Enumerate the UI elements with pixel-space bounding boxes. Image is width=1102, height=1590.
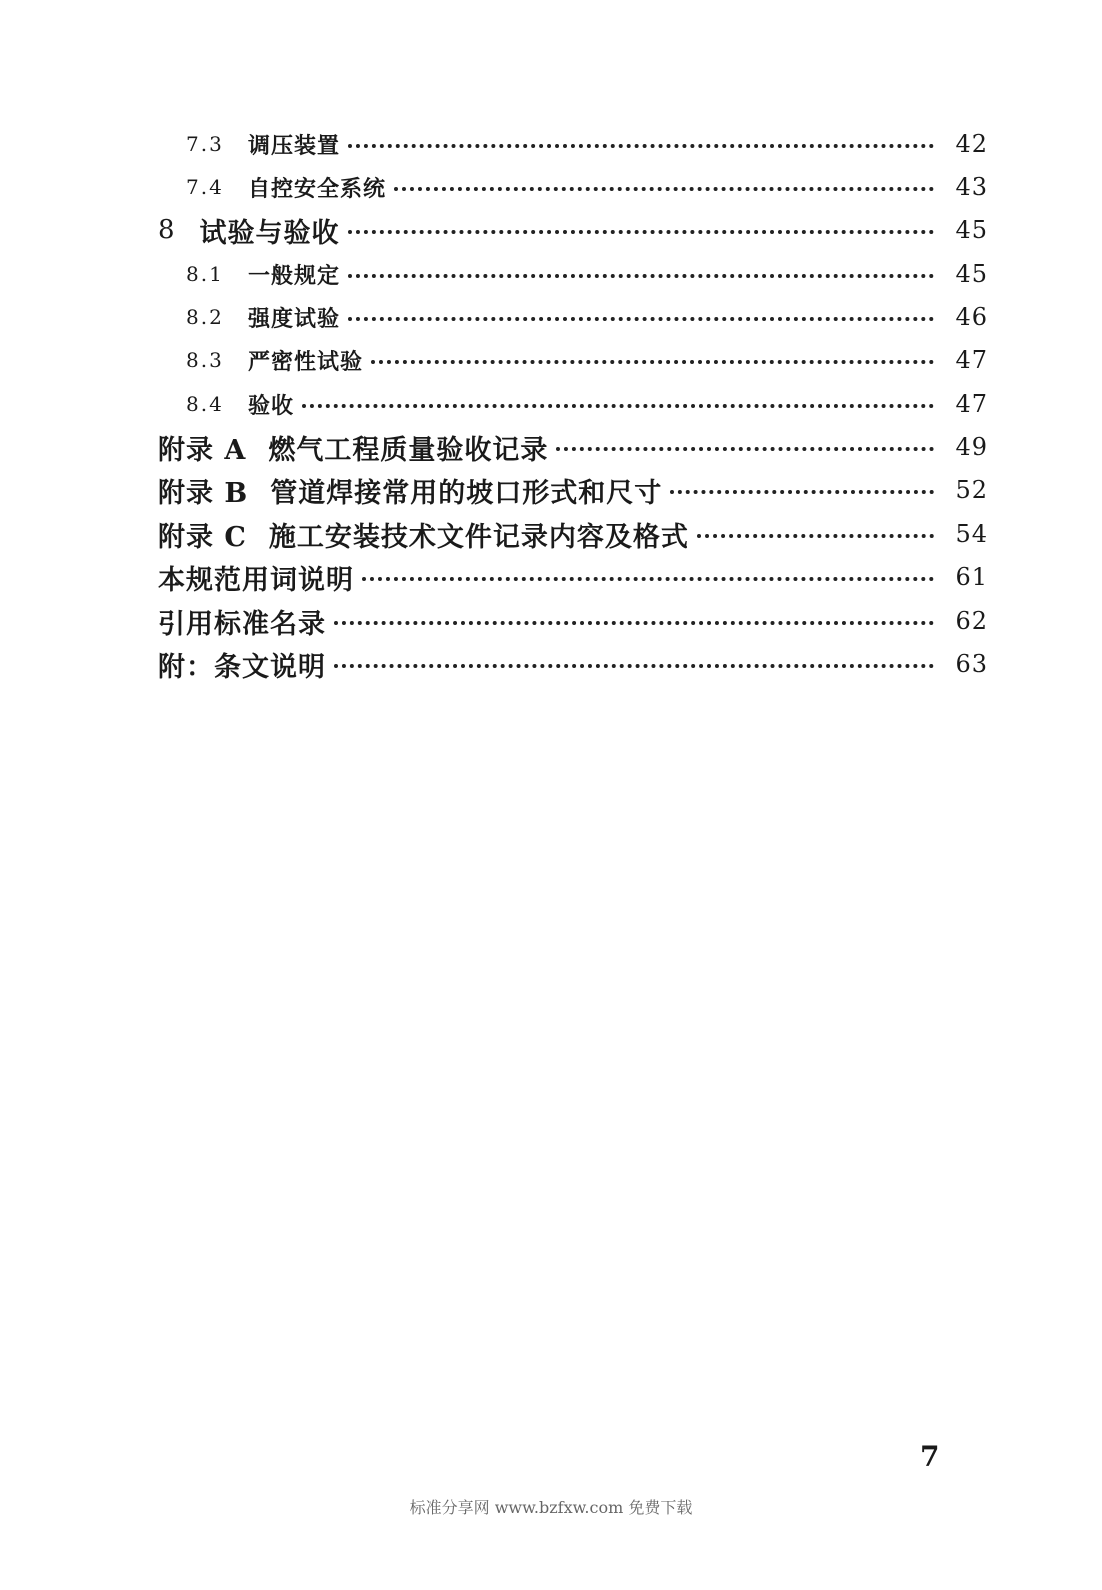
dot-leader <box>334 621 934 625</box>
toc-entry-number: 附录 C <box>158 521 247 553</box>
toc-entry-title: 管道焊接常用的坡口形式和尺寸 <box>270 477 663 509</box>
toc-entry-commentary[interactable] <box>158 644 988 684</box>
toc-entry-page: 61 <box>955 563 988 591</box>
toc-entry-terms[interactable] <box>158 557 988 597</box>
toc-entry-appendix-a[interactable] <box>158 427 988 467</box>
toc-entry-number: 8.2 <box>186 305 224 329</box>
dot-leader <box>348 317 934 321</box>
toc-entry-title: 一般规定 <box>248 262 341 289</box>
dot-leader <box>697 534 934 538</box>
toc-entry-title: 燃气工程质量验收记录 <box>268 434 549 466</box>
toc-entry-8-1[interactable] <box>186 254 988 294</box>
toc-entry-8-2[interactable] <box>186 297 988 337</box>
toc-entry-title: 严密性试验 <box>248 348 364 375</box>
toc-entry-number: 8 <box>158 215 176 245</box>
dot-leader <box>362 577 934 581</box>
toc-entry-7-4[interactable] <box>186 167 988 207</box>
toc-entry-title: 本规范用词说明 <box>158 564 354 596</box>
toc-entry-title: 附：条文说明 <box>158 651 326 683</box>
toc-entry-title: 施工安装技术文件记录内容及格式 <box>268 521 689 553</box>
toc-entry-title: 引用标准名录 <box>158 608 326 640</box>
toc-entry-number: 8.3 <box>186 348 224 372</box>
dot-leader <box>348 144 934 148</box>
toc-entry-page: 45 <box>955 260 988 288</box>
footer-watermark: 标准分享网 www.bzfxw.com 免费下载 <box>409 1498 693 1517</box>
toc-entry-title: 调压装置 <box>248 132 341 159</box>
toc-entry-page: 47 <box>955 346 988 374</box>
dot-leader <box>302 404 934 408</box>
toc-entry-title: 试验与验收 <box>199 217 340 249</box>
toc-entry-appendix-c[interactable] <box>158 514 988 554</box>
toc-entry-8-3[interactable] <box>186 340 988 380</box>
toc-entry-page: 43 <box>955 173 988 201</box>
toc-entry-7-3[interactable] <box>186 124 988 164</box>
dot-leader <box>348 274 934 278</box>
toc-entry-number: 7.3 <box>186 132 224 156</box>
dot-leader <box>556 447 934 451</box>
page-number: 7 <box>920 1440 940 1473</box>
toc-entry-page: 45 <box>955 216 988 244</box>
dot-leader <box>334 664 934 668</box>
toc-entry-page: 49 <box>955 433 988 461</box>
toc-entry-number: 附录 A <box>158 434 247 466</box>
toc-entry-page: 52 <box>955 476 988 504</box>
dot-leader <box>371 360 934 364</box>
toc-entry-8-4[interactable] <box>186 384 988 424</box>
toc-entry-8[interactable] <box>158 210 988 250</box>
dot-leader <box>348 230 934 234</box>
toc-entry-page: 47 <box>955 390 988 418</box>
toc-entry-page: 42 <box>955 130 988 158</box>
toc-entry-number: 8.4 <box>186 392 224 416</box>
toc-entry-page: 46 <box>955 303 988 331</box>
toc-entry-references[interactable] <box>158 601 988 641</box>
toc-entry-number: 7.4 <box>186 175 224 199</box>
dot-leader <box>670 490 934 494</box>
toc-entry-appendix-b[interactable] <box>158 470 988 510</box>
toc-entry-number: 附录 B <box>158 477 249 509</box>
toc-entry-page: 62 <box>955 607 988 635</box>
toc-entry-page: 63 <box>955 650 988 678</box>
dot-leader <box>394 187 934 191</box>
toc-entry-title: 强度试验 <box>248 305 341 332</box>
toc-entry-page: 54 <box>955 520 988 548</box>
toc-entry-title: 验收 <box>248 392 295 419</box>
toc-entry-title: 自控安全系统 <box>248 175 387 202</box>
toc-entry-number: 8.1 <box>186 262 224 286</box>
